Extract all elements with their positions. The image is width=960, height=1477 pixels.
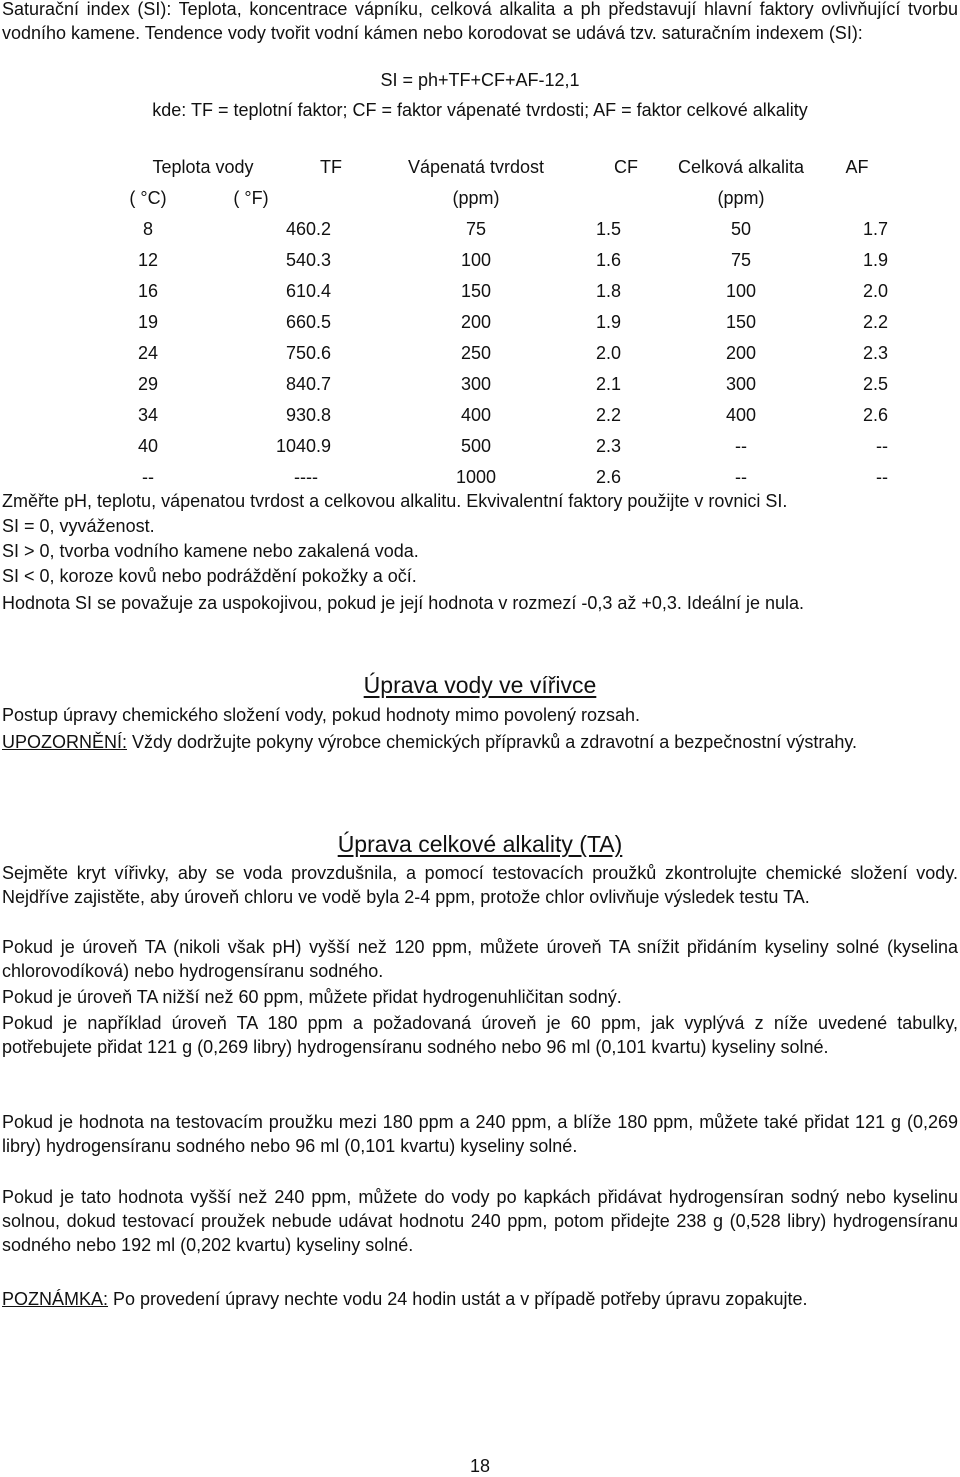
table-cell: 1000 xyxy=(455,467,497,487)
note-paragraph xyxy=(2,1287,958,1311)
note-measure: Změřte pH, teplotu, vápenatou tvrdost a celkovou alkalitu. Ekvivalentní faktory použijte v rovnici SI. xyxy=(2,491,788,511)
table-row xyxy=(100,369,888,400)
table-cell: 300 xyxy=(725,374,757,394)
header-temperature: Teplota vody xyxy=(152,157,254,177)
si-factor-table xyxy=(100,152,888,493)
table-cell: 40 xyxy=(137,436,159,456)
table-row xyxy=(100,338,888,369)
table-cell: 1.8 xyxy=(596,281,622,301)
table-cell: 0.6 xyxy=(306,343,332,363)
si-formula: SI = ph+TF+CF+AF-12,1 xyxy=(380,70,580,90)
si-intro-paragraph xyxy=(2,0,958,45)
table-cell: 50 xyxy=(730,219,752,239)
table-row xyxy=(100,307,888,338)
table-cell: -- xyxy=(306,467,318,487)
table-cell: 84 xyxy=(285,374,306,394)
page-number: 18 xyxy=(469,1456,491,1476)
table-cell: 200 xyxy=(460,312,492,332)
table-cell: 300 xyxy=(460,374,492,394)
table-cell: 19 xyxy=(137,312,159,332)
alkalinity-paragraph-3: Pokud je úroveň TA nižší než 60 ppm, můžete přidat hydrogenuhličitan sodný. xyxy=(2,987,622,1007)
table-cell: 2.1 xyxy=(596,374,622,394)
table-row xyxy=(100,400,888,431)
warning-label: UPOZORNĚNÍ: xyxy=(2,732,128,752)
table-cell: 0.5 xyxy=(306,312,332,332)
table-cell: 54 xyxy=(285,250,306,270)
heading-text: Úprava vody ve vířivce xyxy=(363,672,597,698)
alkalinity-paragraph-6: Pokud je tato hodnota vyšší než 240 ppm, můžete do vody po kapkách přidávat hydrogensíran sodný nebo kyselinu solnou, dokud testovací proužek nebude udávat hodnotu 240 ppm, potom přidejte 238 g (0,528 libry) hydrogensíranu sodného nebo 192 ml (0,202 kvartu) kyseliny solné. xyxy=(2,1187,958,1255)
header-cf: CF xyxy=(614,157,638,177)
table-cell: 46 xyxy=(285,219,306,239)
table-cell: 104 xyxy=(275,436,306,456)
si-formula-legend: kde: TF = teplotní faktor; CF = faktor vápenaté tvrdosti; AF = faktor celkové alkality xyxy=(152,100,808,120)
table-subheader-row xyxy=(100,183,888,214)
subheader-ppm-alkalinity: (ppm) xyxy=(717,188,765,208)
subheader-empty xyxy=(306,183,356,214)
subheader-fahrenheit: ( °F) xyxy=(233,188,269,208)
table-cell: 2.5 xyxy=(862,374,888,394)
table-cell: 24 xyxy=(137,343,159,363)
table-cell: 2.0 xyxy=(596,343,622,363)
header-calcium-hardness: Vápenatá tvrdost xyxy=(407,157,545,177)
table-cell: 200 xyxy=(725,343,757,363)
warning-text: Vždy dodržujte pokyny výrobce chemických přípravků a zdravotní a bezpečnostní výstrahy. xyxy=(127,732,858,752)
table-cell: 2.3 xyxy=(862,343,888,363)
table-cell: 0.8 xyxy=(306,405,332,425)
table-cell: 2.6 xyxy=(596,467,622,487)
table-cell: 150 xyxy=(725,312,757,332)
table-cell: 1.7 xyxy=(862,219,888,239)
table-cell: 1.9 xyxy=(596,312,622,332)
table-cell: -- xyxy=(142,467,154,487)
table-cell: -- xyxy=(876,436,888,456)
table-cell: 61 xyxy=(285,281,306,301)
table-cell: 100 xyxy=(725,281,757,301)
si-intro-text: Teplota, koncentrace vápníku, celková alkalita a ph představují hlavní faktory ovlivňující tvorbu vodního kamene. Tendence vody tvořit vodní kámen nebo korodovat se udává tzv. saturačním indexem (SI): xyxy=(2,0,958,43)
header-total-alkalinity: Celková alkalita xyxy=(677,157,805,177)
table-cell: 2.0 xyxy=(862,281,888,301)
note-label: POZNÁMKA: xyxy=(2,1289,109,1309)
subheader-empty xyxy=(826,183,888,214)
header-tf: TF xyxy=(320,157,342,177)
table-cell: 150 xyxy=(460,281,492,301)
table-cell: 75 xyxy=(465,219,487,239)
table-cell: 400 xyxy=(460,405,492,425)
warning-paragraph xyxy=(2,730,958,754)
table-cell: 2.6 xyxy=(862,405,888,425)
table-cell: 100 xyxy=(460,250,492,270)
section-heading-alkalinity xyxy=(0,830,960,858)
note-si-positive: SI > 0, tvorba vodního kamene nebo zakalená voda. xyxy=(2,541,419,561)
table-cell: 34 xyxy=(137,405,159,425)
table-cell: 1.5 xyxy=(596,219,622,239)
table-cell: 93 xyxy=(285,405,306,425)
table-cell: 12 xyxy=(137,250,159,270)
table-cell: 0.2 xyxy=(306,219,332,239)
table-cell: 75 xyxy=(730,250,752,270)
note-si-range: Hodnota SI se považuje za uspokojivou, pokud je její hodnota v rozmezí -0,3 až +0,3. Ideální je nula. xyxy=(2,593,805,613)
section-heading-water-treatment xyxy=(0,671,960,699)
table-cell: 2.3 xyxy=(596,436,622,456)
alkalinity-paragraph-4: Pokud je například úroveň TA 180 ppm a požadovaná úroveň je 60 ppm, jak vyplývá z níže uvedené tabulky, potřebujete přidat 121 g (0,269 libry) hydrogensíranu sodného nebo 96 ml (0,101 kvartu) kyseliny solné. xyxy=(2,1013,958,1057)
table-cell: 500 xyxy=(460,436,492,456)
table-cell: -- xyxy=(735,436,747,456)
alkalinity-paragraph-1: Sejměte kryt vířivky, aby se voda provzdušnila, a pomocí testovacích proužků zkontrolujte chemické složení vody. Nejdříve zajistěte, aby úroveň chloru ve vodě byla 2-4 ppm, protože chlor ovlivňuje výsledek testu TA. xyxy=(2,863,958,907)
table-cell: 0.9 xyxy=(306,436,332,456)
table-cell: 8 xyxy=(142,219,153,239)
table-row xyxy=(100,245,888,276)
table-cell: 1.9 xyxy=(862,250,888,270)
table-cell: 1.6 xyxy=(596,250,622,270)
table-cell: 250 xyxy=(460,343,492,363)
table-cell: -- xyxy=(876,467,888,487)
subheader-celsius: ( °C) xyxy=(129,188,167,208)
table-cell: 16 xyxy=(137,281,159,301)
water-treatment-paragraph: Postup úpravy chemického složení vody, pokud hodnoty mimo povolený rozsah. xyxy=(2,705,641,725)
table-cell: 2.2 xyxy=(862,312,888,332)
alkalinity-paragraph-2: Pokud je úroveň TA (nikoli však pH) vyšší než 120 ppm, můžete úroveň TA snížit přidáním kyseliny solné (kyselina chlorovodíková) nebo hydrogensíranu sodného. xyxy=(2,937,958,981)
heading-text: Úprava celkové alkality (TA) xyxy=(337,831,623,857)
table-body xyxy=(100,214,888,493)
table-row xyxy=(100,431,888,462)
table-cell: 66 xyxy=(285,312,306,332)
table-cell: 400 xyxy=(725,405,757,425)
subheader-ppm-hardness: (ppm) xyxy=(452,188,500,208)
table-cell: -- xyxy=(294,467,306,487)
table-cell: 2.2 xyxy=(596,405,622,425)
table-cell: 29 xyxy=(137,374,159,394)
alkalinity-paragraph-5: Pokud je hodnota na testovacím proužku mezi 180 ppm a 240 ppm, a blíže 180 ppm, můžete také přidat 121 g (0,269 libry) hydrogensíranu sodného nebo 96 ml (0,101 kvartu) kyseliny solné. xyxy=(2,1112,958,1156)
si-term: Saturační index (SI): xyxy=(2,0,172,19)
table-cell: 0.7 xyxy=(306,374,332,394)
header-af: AF xyxy=(845,157,869,177)
note-si-zero: SI = 0, vyváženost. xyxy=(2,516,155,536)
subheader-empty xyxy=(596,183,656,214)
table-row xyxy=(100,276,888,307)
table-cell: 0.4 xyxy=(306,281,332,301)
note-text: Po provedení úpravy nechte vodu 24 hodin ustát a v případě potřeby úpravu zopakujte. xyxy=(108,1289,808,1309)
table-cell: -- xyxy=(735,467,747,487)
table-cell: 0.3 xyxy=(306,250,332,270)
table-cell: 75 xyxy=(285,343,306,363)
table-row xyxy=(100,214,888,245)
table-header-row xyxy=(100,152,888,183)
note-si-negative: SI < 0, koroze kovů nebo podráždění pokožky a očí. xyxy=(2,566,417,586)
